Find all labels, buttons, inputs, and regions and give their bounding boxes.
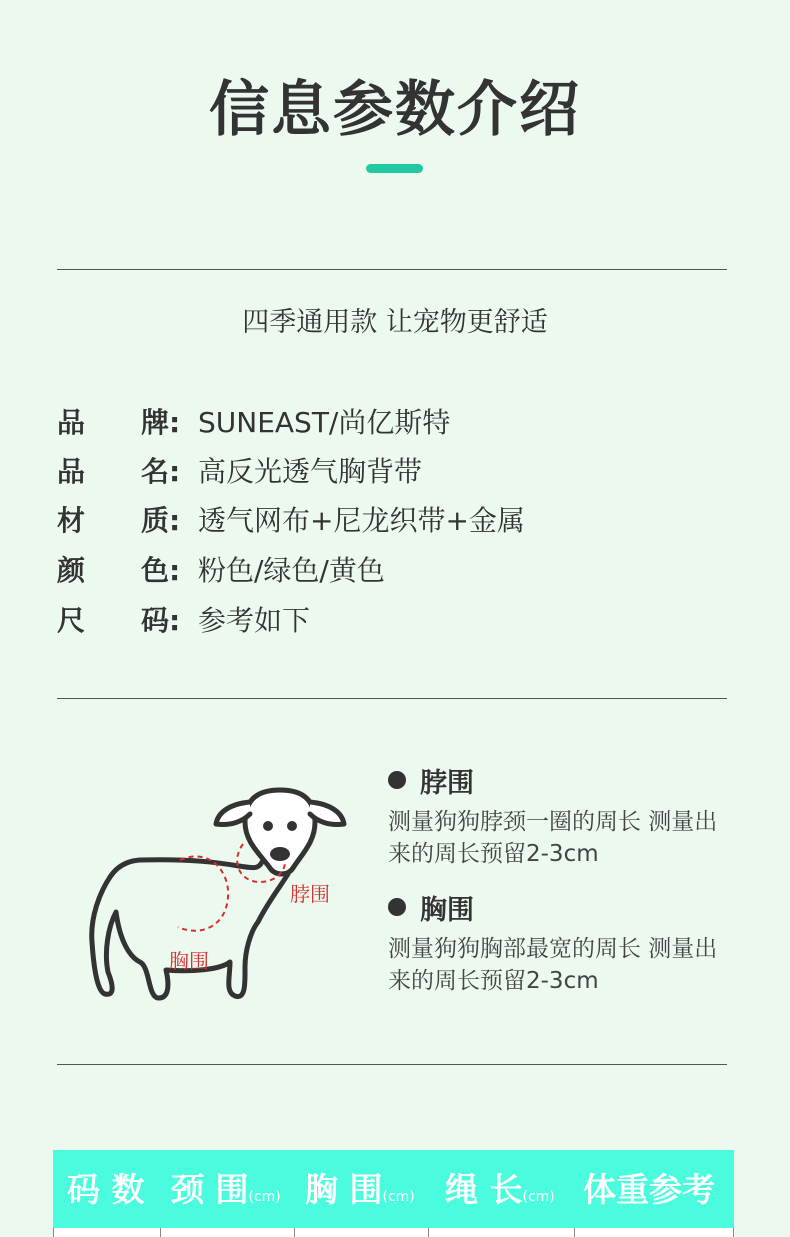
chest-heading-label: 胸围 — [420, 895, 474, 926]
neck-heading-label: 脖围 — [420, 768, 474, 799]
neck-heading — [388, 761, 474, 800]
table-column-divider — [294, 1228, 295, 1237]
divider — [57, 698, 727, 699]
chest-description: 测量狗狗胸部最宽的周长 测量出来的周长预留2-3cm — [388, 936, 718, 994]
spec-value: 高反光透气胸背带 — [198, 455, 423, 488]
spec-value: SUNEAST/尚亿斯特 — [198, 406, 451, 439]
spec-value: 参考如下 — [198, 604, 311, 637]
table-column-divider — [733, 1228, 734, 1237]
table-column-divider — [428, 1228, 429, 1237]
spec-key: 码: — [141, 604, 181, 637]
spec-key: 尺 — [57, 604, 86, 637]
page-title: 信息参数介绍 — [209, 75, 581, 145]
neck-description: 测量狗狗脖颈一圈的周长 测量出来的周长预留2-3cm — [388, 809, 718, 867]
spec-key: 质: — [141, 504, 181, 537]
spec-key: 牌: — [141, 406, 181, 439]
neck-tag: 脖围 — [290, 882, 330, 906]
spec-key: 色: — [141, 554, 181, 587]
chest-tag: 胸围 — [169, 949, 209, 973]
spec-key: 名: — [141, 455, 181, 488]
size-table-body — [53, 1228, 735, 1237]
chest-heading — [388, 888, 474, 927]
size-table-header — [53, 1150, 734, 1228]
spec-value: 粉色/绿色/黄色 — [198, 554, 385, 587]
bullet-dot — [388, 771, 406, 789]
subtitle: 四季通用款 让宠物更舒适 — [242, 307, 548, 338]
table-column-divider — [160, 1228, 161, 1237]
spec-key: 品 — [57, 455, 86, 488]
divider — [57, 1064, 727, 1065]
column-neck: 颈 围(cm) — [171, 1170, 281, 1209]
column-chest: 胸 围(cm) — [305, 1170, 415, 1209]
column-size: 码 数 — [67, 1170, 145, 1209]
column-leash-length: 绳 长(cm) — [445, 1170, 555, 1209]
spec-key: 材 — [57, 504, 86, 537]
bullet-dot — [388, 898, 406, 916]
title-accent-bar — [366, 164, 423, 173]
spec-key: 颜 — [57, 554, 86, 587]
column-weight: 体重参考 — [583, 1170, 715, 1209]
table-column-divider — [574, 1228, 575, 1237]
divider — [57, 269, 727, 270]
spec-key: 品 — [57, 406, 86, 439]
spec-value: 透气网布+尼龙织带+金属 — [198, 504, 525, 537]
